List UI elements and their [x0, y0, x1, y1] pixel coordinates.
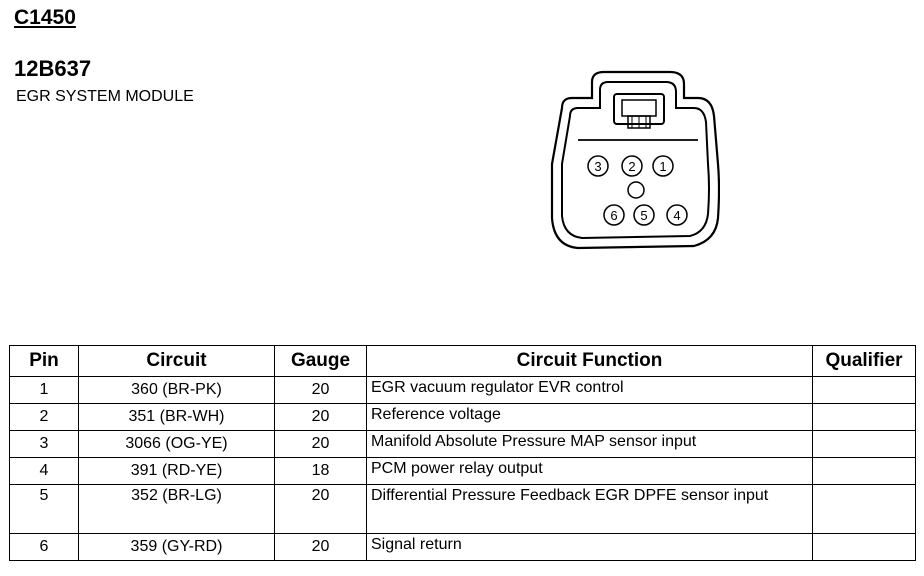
- table-header-row: [10, 346, 916, 377]
- table-row: [10, 458, 916, 485]
- svg-text:3: 3: [594, 159, 602, 174]
- qualifier-cell: [813, 485, 916, 534]
- qualifier-cell: [813, 431, 916, 458]
- circuit-cell: 360 (BR-PK): [79, 377, 275, 404]
- gauge-cell: 20: [275, 485, 367, 534]
- header-pin: Pin: [10, 346, 79, 377]
- circuit-cell: 352 (BR-LG): [79, 485, 275, 534]
- center-hole: [628, 182, 644, 198]
- qualifier-cell: [813, 404, 916, 431]
- function-cell: Differential Pressure Feedback EGR DPFE sensor input: [367, 485, 813, 534]
- pin-cell: 2: [10, 404, 79, 431]
- svg-text:4: 4: [673, 208, 681, 223]
- header-circuit: Circuit: [79, 346, 275, 377]
- svg-text:5: 5: [640, 208, 648, 223]
- circuit-cell: 3066 (OG-YE): [79, 431, 275, 458]
- svg-text:2: 2: [628, 159, 636, 174]
- gauge-cell: 20: [275, 431, 367, 458]
- pin-cell: 5: [10, 485, 79, 534]
- part-number: 12B637: [14, 56, 92, 81]
- pin-cell: 4: [10, 458, 79, 485]
- function-cell: EGR vacuum regulator EVR control: [367, 377, 813, 404]
- table-row: [10, 377, 916, 404]
- header-circuit-function: Circuit Function: [367, 346, 813, 377]
- function-cell: Reference voltage: [367, 404, 813, 431]
- circuit-cell: 391 (RD-YE): [79, 458, 275, 485]
- gauge-cell: 20: [275, 534, 367, 561]
- table-row: [10, 534, 916, 561]
- module-name: EGR SYSTEM MODULE: [16, 88, 194, 105]
- connector-id: C1450: [14, 6, 76, 29]
- gauge-cell: 20: [275, 404, 367, 431]
- pin-cavity-6: [604, 205, 624, 225]
- svg-text:1: 1: [659, 159, 667, 174]
- header-qualifier: Qualifier: [813, 346, 916, 377]
- gauge-cell: 18: [275, 458, 367, 485]
- gauge-cell: 20: [275, 377, 367, 404]
- pin-cavity-5: [634, 205, 654, 225]
- pin-cavity-1: [653, 156, 673, 176]
- connector-face-diagram: [548, 68, 720, 252]
- table-row: [10, 431, 916, 458]
- header-gauge: Gauge: [275, 346, 367, 377]
- qualifier-cell: [813, 377, 916, 404]
- pin-cell: 1: [10, 377, 79, 404]
- pin-cell: 3: [10, 431, 79, 458]
- pin-cell: 6: [10, 534, 79, 561]
- table-row: [10, 404, 916, 431]
- svg-text:6: 6: [610, 208, 618, 223]
- table-row: [10, 485, 916, 534]
- circuit-cell: 359 (GY-RD): [79, 534, 275, 561]
- function-cell: PCM power relay output: [367, 458, 813, 485]
- pin-cavity-4: [667, 205, 687, 225]
- function-cell: Signal return: [367, 534, 813, 561]
- pin-cavity-3: [588, 156, 608, 176]
- pinout-table: [9, 345, 916, 561]
- circuit-cell: 351 (BR-WH): [79, 404, 275, 431]
- function-cell: Manifold Absolute Pressure MAP sensor input: [367, 431, 813, 458]
- qualifier-cell: [813, 458, 916, 485]
- qualifier-cell: [813, 534, 916, 561]
- pin-cavity-2: [622, 156, 642, 176]
